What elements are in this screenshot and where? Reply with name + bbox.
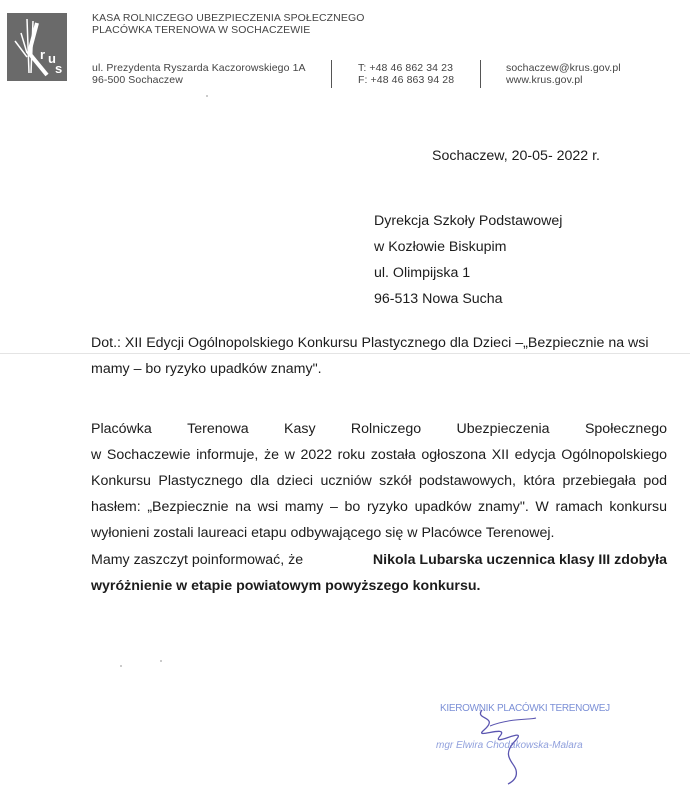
recipient-address bbox=[374, 208, 562, 312]
address-city: 96-500 Sochaczew bbox=[92, 74, 183, 86]
paragraph-award bbox=[91, 547, 667, 599]
krus-logo bbox=[7, 13, 67, 81]
svg-text:u: u bbox=[48, 51, 56, 66]
fax-number: F: +48 46 863 94 28 bbox=[358, 74, 455, 86]
subject-text-line1: Dot.: XII Edycji Ogólnopolskiego Konkursu Plastycznego dla Dzieci –„Bezpiecznie na wsi bbox=[91, 335, 649, 351]
paragraph-announcement bbox=[91, 416, 667, 546]
recipient-line: 96-513 Nowa Sucha bbox=[374, 291, 503, 307]
branch-name: PLACÓWKA TERENOWA W SOCHACZEWIE bbox=[92, 24, 311, 36]
website-address: www.krus.gov.pl bbox=[506, 74, 583, 86]
scan-speck bbox=[120, 665, 122, 667]
scan-speck bbox=[206, 95, 208, 97]
recipient-line: ul. Olimpijska 1 bbox=[374, 265, 471, 281]
organization-name: KASA ROLNICZEGO UBEZPIECZENIA SPOŁECZNEGO bbox=[92, 12, 365, 24]
word: Rolniczego bbox=[350, 421, 422, 437]
recipient-line: w Kozłowie Biskupim bbox=[374, 239, 507, 255]
word: Terenowa bbox=[187, 421, 249, 437]
svg-text:s: s bbox=[55, 61, 63, 76]
svg-text:r: r bbox=[40, 47, 46, 62]
recipient-line: Dyrekcja Szkoły Podstawowej bbox=[374, 213, 563, 229]
letter-date: Sochaczew, 20-05- 2022 r. bbox=[432, 148, 600, 164]
handwritten-signature-icon bbox=[470, 706, 550, 786]
krus-logo-icon bbox=[7, 13, 67, 81]
award-intro: Mamy zaszczyt poinformować, że bbox=[91, 552, 304, 568]
award-line1 bbox=[91, 547, 667, 573]
phone-number: T: +48 46 862 34 23 bbox=[358, 62, 454, 74]
word: Kasy bbox=[284, 421, 316, 437]
word: Ubezpieczenia bbox=[456, 421, 550, 437]
email-address: sochaczew@krus.gov.pl bbox=[506, 62, 621, 74]
paragraph-first-line bbox=[91, 416, 667, 442]
address-street: ul. Prezydenta Ryszarda Kaczorowskiego 1A bbox=[92, 62, 306, 74]
header-divider bbox=[331, 60, 332, 88]
award-winner: Nikola Lubarska uczennica klasy III zdobyła bbox=[372, 552, 667, 568]
word: Placówka bbox=[91, 421, 152, 437]
paragraph-body: w Sochaczewie informuje, że w 2022 roku została ogłoszona XII edycja Ogólnopolskiego Konkursu Plastycznego dla dzieci uczniów szkół podstawowych, która przebiegała pod hasłem: „Bezpiecznie na wsi mamy – bo ryzyko upadków znamy". W ramach konkursu wyłonieni zostali laureaci etapu odbywającego się w Placówce Terenowej. bbox=[91, 447, 667, 541]
signature-title-stamp: KIEROWNIK PLACÓWKI TERENOWEJ bbox=[440, 703, 610, 714]
subject-text-line2: mamy – bo ryzyko upadków znamy". bbox=[91, 361, 322, 377]
scan-speck bbox=[160, 660, 162, 662]
award-line2: wyróżnienie w etapie powiatowym powyższego konkursu. bbox=[91, 578, 481, 594]
word: Społecznego bbox=[584, 421, 667, 437]
subject-line bbox=[91, 330, 671, 382]
signature-name-stamp: mgr Elwira Chodakowska-Malara bbox=[436, 740, 583, 751]
header-divider bbox=[480, 60, 481, 88]
